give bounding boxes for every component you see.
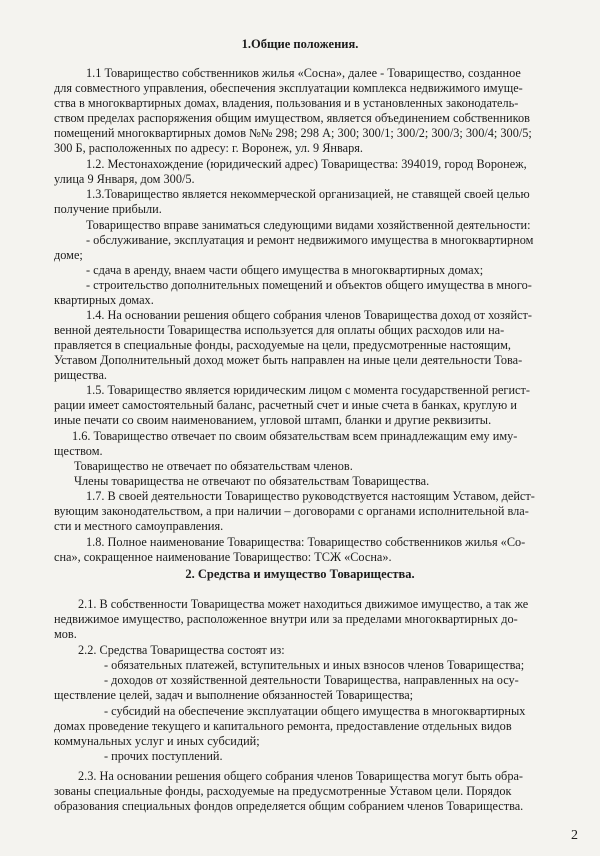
section2-line: - субсидий на обеспечение эксплуатации общего имущества в многоквартирных — [104, 704, 526, 718]
section1-line: иные печати со своим наименованием, угловой штамп, бланки и другие реквизиты. — [54, 413, 492, 427]
section1-line: 1.6. Товарищество отвечает по своим обязательствам всем принадлежащим ему иму- — [72, 429, 518, 443]
section1-line: 1.5. Товарищество является юридическим лицом с момента государственной регист- — [86, 383, 530, 397]
section1-line: улица 9 Января, дом 300/5. — [54, 172, 195, 186]
section1-line: для совместного управления, обеспечения эксплуатации комплекса недвижимого имуще- — [54, 81, 523, 95]
section1-line: ществом. — [54, 444, 103, 458]
section1-line: - строительство дополнительных помещений и объектов общего имущества в много- — [86, 278, 532, 292]
section2-line: - обязательных платежей, вступительных и иных взносов членов Товарищества; — [104, 658, 525, 672]
section1-line: ства в многоквартирных домах, владения, пользования и в установленных законодатель- — [54, 96, 519, 110]
section2-line: зованы специальные фонды, расходуемые на предусмотренные Уставом цели. Порядок — [54, 784, 512, 798]
section1-line: ством пределах распоряжения общим имуществом, является объединением собственников — [54, 111, 530, 125]
section2-line: мов. — [54, 627, 77, 641]
section1-line: - обслуживание, эксплуатация и ремонт недвижимого имущества в многоквартирном — [86, 233, 534, 247]
section-1-title: 1.Общие положения. — [241, 37, 359, 51]
section1-line: 300 Б, расположенных по адресу: г. Воронеж, ул. 9 Января. — [54, 141, 363, 155]
section1-line: Товарищество не отвечает по обязательствам членов. — [74, 459, 353, 473]
section1-line: сти и местного самоуправления. — [54, 519, 224, 533]
section2-line: 2.2. Средства Товарищества состоят из: — [78, 643, 285, 657]
section-2-title: 2. Средства и имущество Товарищества. — [185, 567, 415, 581]
section1-line: Уставом Дополнительный доход может быть направлен на иные цели деятельности Това- — [54, 353, 523, 367]
section1-line: 1.8. Полное наименование Товарищества: Товарищество собственников жилья «Со- — [86, 535, 526, 549]
section1-line: правляется в специальные фонды, расходуемые на цели, предусмотренные настоящим, — [54, 338, 511, 352]
section1-line: - сдача в аренду, внаем части общего имущества в многоквартирных домах; — [86, 263, 484, 277]
section2-line: недвижимое имущество, расположенное внутри или за пределами многоквартирных до- — [54, 612, 518, 626]
section1-line: квартирных домах. — [54, 293, 154, 307]
section1-line: сна», сокращенное наименование Товарищество: ТСЖ «Сосна». — [54, 550, 392, 564]
section2-line: 2.1. В собственности Товарищества может находиться движимое имущество, а так же — [78, 597, 529, 611]
section2-line: - прочих поступлений. — [104, 749, 223, 763]
section1-line: венной деятельности Товарищества используется для оплаты общих расходов или на- — [54, 323, 505, 337]
section1-line: получение прибыли. — [54, 202, 162, 216]
section2-line: ществление целей, задач и выполнение обязанностей Товарищества; — [54, 688, 414, 702]
section1-line: рации имеет самостоятельный баланс, расчетный счет и иные счета в банках, круглую и — [54, 398, 517, 412]
section1-line: Члены товарищества не отвечают по обязательствам Товарищества. — [74, 474, 430, 488]
section1-line: 1.1 Товарищество собственников жилья «Сосна», далее - Товарищество, созданное — [86, 66, 521, 80]
section2-line: коммунальных услуг и иных субсидий; — [54, 734, 260, 748]
page-number: 2 — [571, 828, 578, 843]
section1-line: 1.7. В своей деятельности Товарищество руководствуется настоящим Уставом, дейст- — [86, 489, 535, 503]
section2-line: - доходов от хозяйственной деятельности Товарищества, направленных на осу- — [104, 673, 519, 687]
section1-line: помещений многоквартирных домов №№ 298; 298 А; 300; 300/1; 300/2; 300/3; 300/4; 300/5; — [54, 126, 532, 140]
section2-line: 2.3. На основании решения общего собрания членов Товарищества могут быть обра- — [78, 769, 524, 783]
section1-line: рищества. — [54, 368, 107, 382]
section1-line: Товарищество вправе заниматься следующими видами хозяйственной деятельности: — [86, 218, 531, 232]
section2-line: образования специальных фондов определяется общим собранием членов Товарищества. — [54, 799, 524, 813]
section1-line: вующим законодательством, а при наличии – договорами с органами исполнительной вла- — [54, 504, 529, 518]
section2-line: домах проведение текущего и капитального ремонта, предоставление отдельных видов — [54, 719, 512, 733]
section1-line: 1.3.Товарищество является некоммерческой организацией, не ставящей своей целью — [86, 187, 530, 201]
section1-line: 1.2. Местонахождение (юридический адрес) Товарищества: 394019, город Воронеж, — [86, 157, 527, 171]
section1-line: 1.4. На основании решения общего собрания членов Товарищества доход от хозяйст- — [86, 308, 532, 322]
section1-line: доме; — [54, 248, 83, 262]
